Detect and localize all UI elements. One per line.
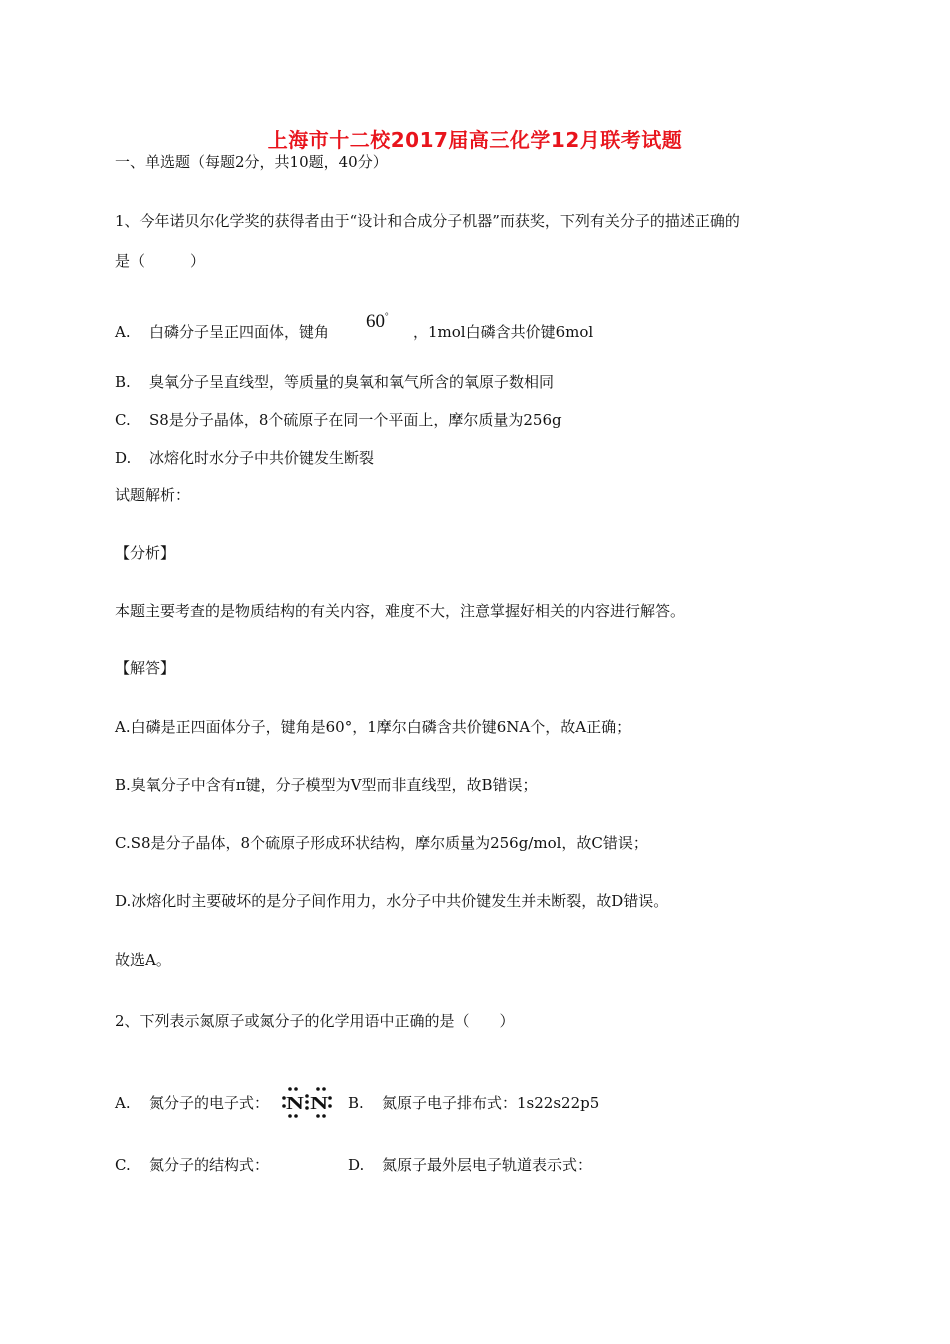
q1-stem-line1: 1、今年诺贝尔化学奖的获得者由于“设计和合成分子机器”而获奖，下列有关分子的描述正确的 bbox=[115, 212, 740, 230]
option-letter: C. bbox=[115, 1156, 131, 1174]
section-heading: 一、单选题（每题2分，共10题，40分） bbox=[115, 153, 388, 171]
answer-b: B.臭氧分子中含有π键，分子模型为V型而非直线型，故B错误； bbox=[115, 776, 538, 794]
page-title: 上海市十二校2017届高三化学12月联考试题 bbox=[267, 128, 683, 152]
bond-angle-value: 60 bbox=[366, 311, 385, 332]
option-letter: B. bbox=[115, 373, 131, 391]
q2-option-b bbox=[348, 1093, 599, 1113]
option-letter: A. bbox=[115, 1094, 131, 1112]
option-a-text: 氮分子的电子式： bbox=[149, 1094, 270, 1112]
degree-symbol: ° bbox=[385, 311, 389, 321]
option-d-text: 冰熔化时水分子中共价键发生断裂 bbox=[149, 449, 375, 467]
option-letter: A. bbox=[115, 323, 131, 341]
option-a-text-before: 白磷分子呈正四面体，键角 bbox=[149, 323, 330, 341]
answer-a: A.白磷是正四面体分子，键角是60°，1摩尔白磷含共价键6NA个，故A正确； bbox=[115, 718, 632, 736]
option-letter: D. bbox=[348, 1156, 365, 1174]
option-d-text: 氮原子最外层电子轨道表示式： bbox=[382, 1156, 593, 1174]
analysis-label: 试题解析： bbox=[115, 486, 191, 504]
q2-stem: 2、下列表示氮原子或氮分子的化学用语中正确的是（ ） bbox=[115, 1012, 515, 1030]
answer-d: D.冰熔化时主要破坏的是分子间作用力，水分子中共价键发生并未断裂，故D错误。 bbox=[115, 892, 669, 910]
fenxi-label: 【分析】 bbox=[115, 544, 176, 562]
q2-option-a bbox=[115, 1093, 269, 1113]
jieda-label: 【解答】 bbox=[115, 659, 176, 677]
option-b-text: 臭氧分子呈直线型，等质量的臭氧和氧气所含的氧原子数相同 bbox=[149, 373, 555, 391]
option-b-text: 氮原子电子排布式：1s22s22p5 bbox=[382, 1094, 600, 1112]
nitrogen-lewis-structure bbox=[282, 1084, 332, 1120]
q1-option-a bbox=[115, 322, 329, 342]
q1-option-b bbox=[115, 372, 554, 392]
q1-option-d bbox=[115, 448, 374, 468]
option-c-text: 氮分子的结构式： bbox=[149, 1156, 270, 1174]
option-c-text: S8是分子晶体，8个硫原子在同一个平面上，摩尔质量为256g bbox=[149, 411, 562, 429]
q2-option-d bbox=[348, 1155, 592, 1175]
lewis-formula-text: N N bbox=[286, 1093, 328, 1113]
option-letter: D. bbox=[115, 449, 132, 467]
bond-angle-label bbox=[366, 311, 389, 333]
option-letter: C. bbox=[115, 411, 131, 429]
q1-stem-line2: 是（ ） bbox=[115, 252, 206, 270]
q2-option-c bbox=[115, 1155, 269, 1175]
option-a-text-after: ，1mol白磷含共价键6mol bbox=[413, 323, 594, 341]
answer-c: C.S8是分子晶体，8个硫原子形成环状结构，摩尔质量为256g/mol，故C错误； bbox=[115, 834, 648, 852]
option-letter: B. bbox=[348, 1094, 364, 1112]
conclusion: 故选A。 bbox=[115, 951, 171, 969]
fenxi-text: 本题主要考查的是物质结构的有关内容，难度不大，注意掌握好相关的内容进行解答。 bbox=[115, 602, 686, 620]
q1-option-c bbox=[115, 410, 562, 430]
